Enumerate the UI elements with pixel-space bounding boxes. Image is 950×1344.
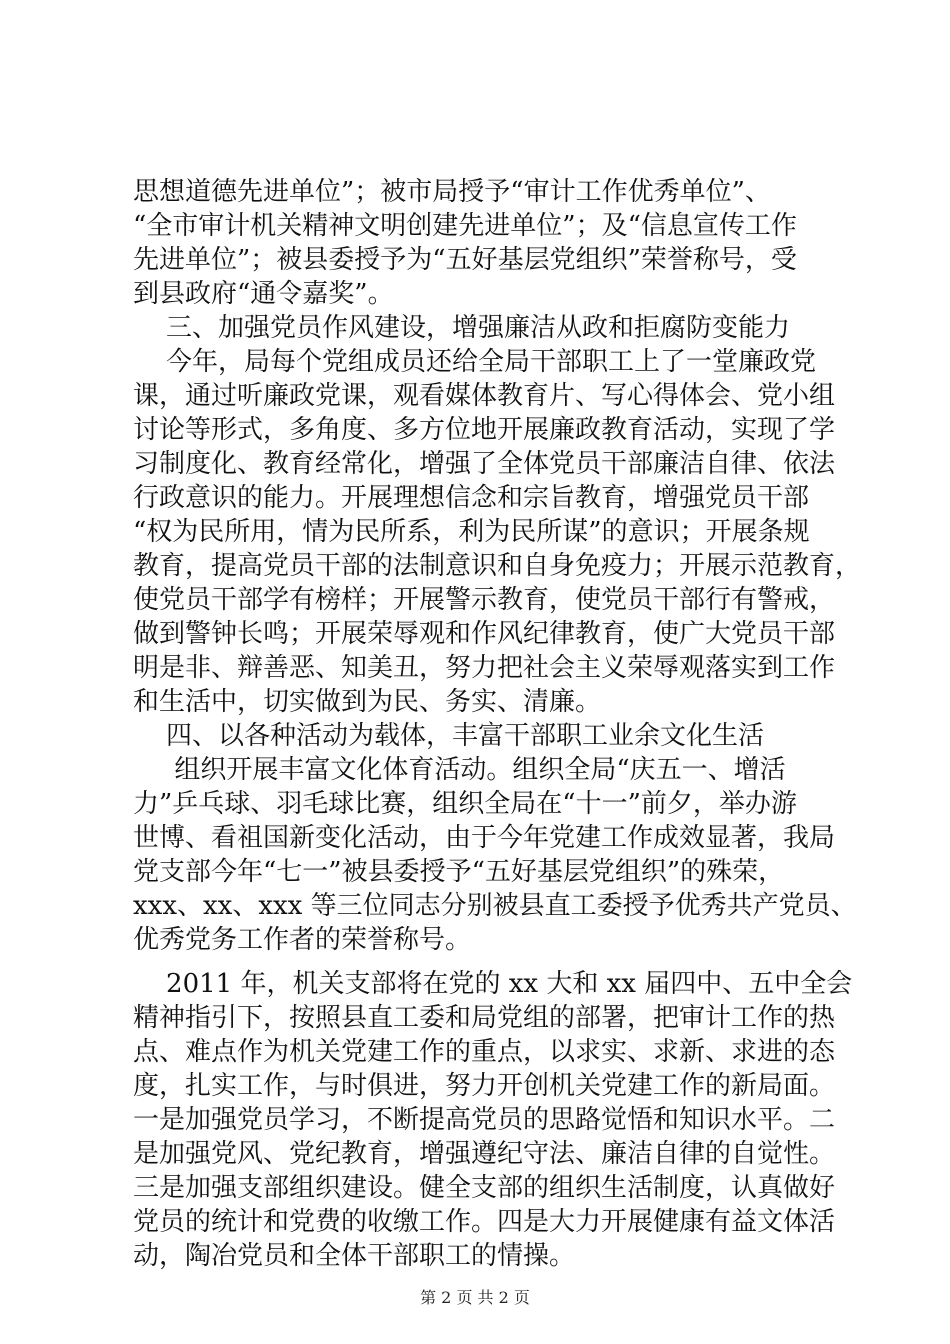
text-line: 和生活中，切实做到为民、务实、清廉。 — [133, 687, 602, 717]
text-line: 点、难点作为机关党建工作的重点，以求实、求新、求进的态 — [133, 1037, 836, 1067]
text-line: 课，通过听廉政党课，观看媒体教育片、写心得体会、党小组 — [133, 381, 836, 411]
text-line: 教育，提高党员干部的法制意识和自身免疫力；开展示范教育， — [133, 551, 862, 581]
text-line: 度，扎实工作，与时俱进，努力开创机关党建工作的新局面。 — [133, 1071, 836, 1101]
section-heading: 四、以各种活动为载体，丰富干部职工业余文化生活 — [133, 721, 765, 751]
text-line: 力”乒乓球、羽毛球比赛，组织全局在“十一”前夕，举办游 — [133, 789, 797, 819]
text-line: 明是非、辩善恶、知美丑，努力把社会主义荣辱观落实到工作 — [133, 653, 836, 683]
text-line: 思想道德先进单位”；被市局授予“审计工作优秀单位”、 — [133, 177, 771, 207]
text-line: 精神指引下，按照县直工委和局党组的部署，把审计工作的热 — [133, 1003, 836, 1033]
text-line: 党员的统计和党费的收缴工作。四是大力开展健康有益文体活 — [133, 1207, 836, 1237]
section-heading: 三、加强党员作风建设，增强廉洁从政和拒腐防变能力 — [133, 313, 791, 343]
text-line: 讨论等形式，多角度、多方位地开展廉政教育活动，实现了学 — [133, 415, 836, 445]
text-line: 到县政府“通令嘉奖”。 — [133, 279, 394, 309]
text-line: 先进单位”；被县委授予为“五好基层党组织”荣誉称号，受 — [133, 245, 797, 275]
text-line: “权为民所用，情为民所系，利为民所谋”的意识；开展条规 — [133, 517, 810, 547]
text-line: 世博、看祖国新变化活动，由于今年党建工作成效显著，我局 — [133, 823, 836, 853]
text-line: xxx、xx、xxx 等三位同志分别被县直工委授予优秀共产党员、 — [133, 891, 857, 921]
text-line: 优秀党务工作者的荣誉称号。 — [133, 925, 472, 955]
text-line: 组织开展丰富文化体育活动。组织全局“庆五一、增活 — [133, 755, 786, 785]
text-line: 使党员干部学有榜样；开展警示教育，使党员干部行有警戒， — [133, 585, 836, 615]
text-line: 一是加强党员学习，不断提高党员的思路觉悟和知识水平。二 — [133, 1105, 836, 1135]
text-line: 行政意识的能力。开展理想信念和宗旨教育，增强党员干部 — [133, 483, 810, 513]
text-line: 2011 年，机关支部将在党的 xx 大和 xx 届四中、五中全会 — [133, 969, 853, 999]
text-line: 今年，局每个党组成员还给全局干部职工上了一堂廉政党 — [133, 347, 817, 377]
page-number-footer: 第 2 页 共 2 页 — [420, 1288, 530, 1307]
text-line: 动，陶冶党员和全体干部职工的情操。 — [133, 1241, 576, 1271]
text-line: 三是加强支部组织建设。健全支部的组织生活制度，认真做好 — [133, 1173, 836, 1203]
text-line: 习制度化、教育经常化，增强了全体党员干部廉洁自律、依法 — [133, 449, 836, 479]
text-line: 党支部今年“七一”被县委授予“五好基层党组织”的殊荣， — [133, 857, 785, 887]
text-line: 做到警钟长鸣；开展荣辱观和作风纪律教育，使广大党员干部 — [133, 619, 836, 649]
text-line: “全市审计机关精神文明创建先进单位”；及“信息宣传工作 — [133, 211, 797, 241]
text-line: 是加强党风、党纪教育，增强遵纪守法、廉洁自律的自觉性。 — [133, 1139, 836, 1169]
